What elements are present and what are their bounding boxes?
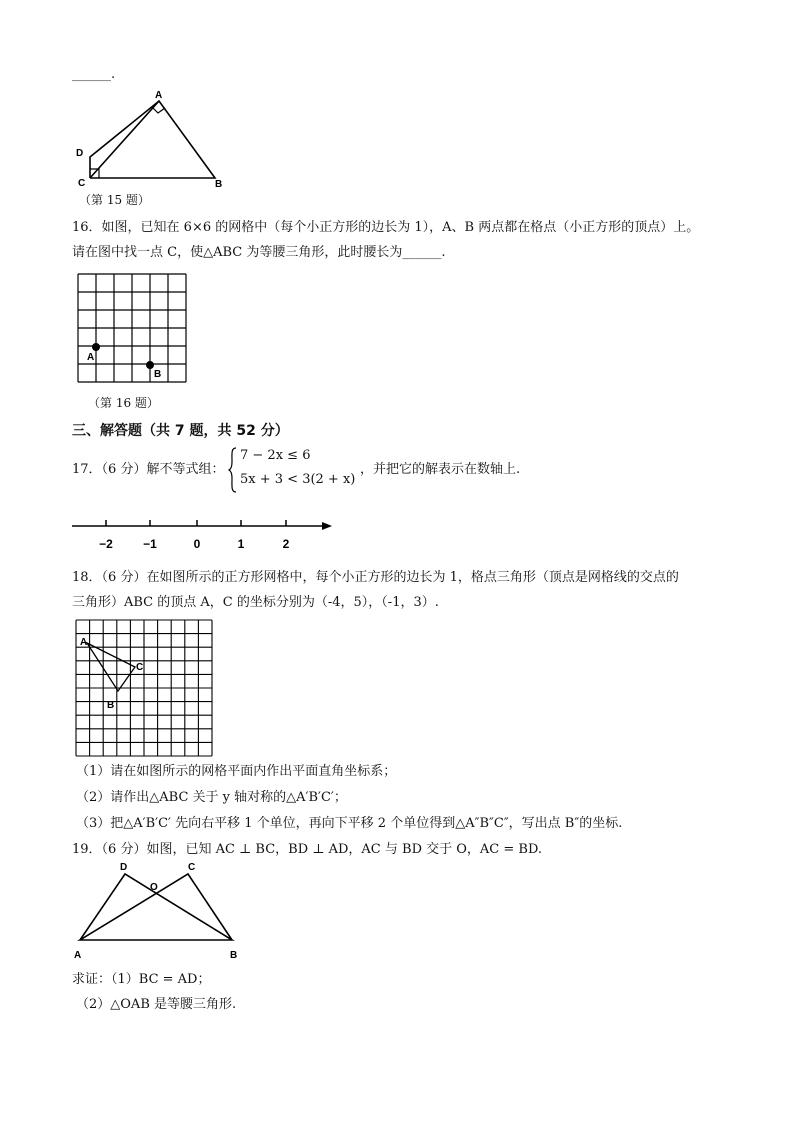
- q15-label-d: D: [76, 148, 84, 159]
- q19-label-c: C: [188, 862, 196, 873]
- q15-triangle-figure: [70, 90, 240, 190]
- q17-prefix: 17．（6 分）解不等式组：: [72, 462, 225, 477]
- q17-brace-icon: [228, 446, 238, 494]
- number-line-tick-label: 0: [193, 537, 201, 551]
- q19-proof-1: 求证：（1）BC = AD；: [72, 972, 211, 987]
- q19-label-a: A: [74, 950, 82, 961]
- number-line-tick-label: −1: [143, 537, 157, 551]
- q16-text-line1: 16．如图，已知在 6×6 的网格中（每个小正方形的边长为 1），A、B 两点都在格点（小正方形的顶点）上。: [72, 220, 700, 235]
- section-heading: 三、解答题（共 7 题，共 52 分）: [72, 423, 289, 439]
- q18-sub3: （3）把△A′B′C′ 先向右平移 1 个单位，再向下平移 2 个单位得到△A″B″C″，写出点 B″的坐标.: [76, 816, 623, 831]
- q18-sub2: （2）请作出△ABC 关于 y 轴对称的△A′B′C′；: [76, 790, 347, 805]
- q16-text-line2: 请在图中找一点 C，使△ABC 为等腰三角形，此时腰长为______.: [72, 245, 446, 260]
- number-line-tick-label: −2: [99, 537, 113, 551]
- q16-caption: （第 16 题）: [88, 396, 159, 410]
- q18-label-b: B: [107, 700, 115, 711]
- q15-label-b: B: [215, 179, 223, 190]
- q16-label-b: B: [154, 369, 162, 380]
- q19-figure: [70, 862, 260, 962]
- q18-sub1: （1）请在如图所示的网格平面内作出平面直角坐标系；: [76, 764, 397, 779]
- q19-label-b: B: [230, 950, 238, 961]
- q15-label-c: C: [78, 178, 86, 189]
- q17-suffix: ，并把它的解表示在数轴上.: [360, 462, 521, 477]
- number-line-tick-label: 2: [282, 537, 290, 551]
- q18-text-line1: 18．（6 分）在如图所示的正方形网格中，每个小正方形的边长为 1，格点三角形（顶点是网格线的交点的: [72, 570, 679, 585]
- q17-inequality-system: [228, 446, 358, 494]
- q18-label-c: C: [136, 662, 144, 673]
- q16-grid-figure: [78, 272, 188, 382]
- q15-answer-blank: ______.: [72, 67, 116, 82]
- q19-label-d: D: [120, 862, 128, 873]
- q18-grid-figure: [76, 620, 218, 758]
- q19-proof-2: （2）△OAB 是等腰三角形.: [76, 997, 237, 1012]
- q18-text-line2: 三角形）ABC 的顶点 A，C 的坐标分别为（-4，5），（-1，3）.: [72, 595, 439, 610]
- q17-inequality-2: 5x + 3 < 3(2 + x): [240, 472, 356, 487]
- q17-inequality-1: 7 − 2x ≤ 6: [240, 448, 311, 463]
- q18-label-a: A: [80, 637, 88, 648]
- q19-text-line1: 19．（6 分）如图，已知 AC ⊥ BC，BD ⊥ AD，AC 与 BD 交于 O，AC = BD.: [72, 842, 543, 857]
- q15-caption: （第 15 题）: [79, 193, 150, 207]
- number-line-tick-label: 1: [237, 537, 245, 551]
- q19-label-o: O: [150, 882, 158, 893]
- q15-label-a: A: [155, 90, 163, 101]
- q17-number-line: [70, 512, 340, 552]
- q16-label-a: A: [87, 352, 95, 363]
